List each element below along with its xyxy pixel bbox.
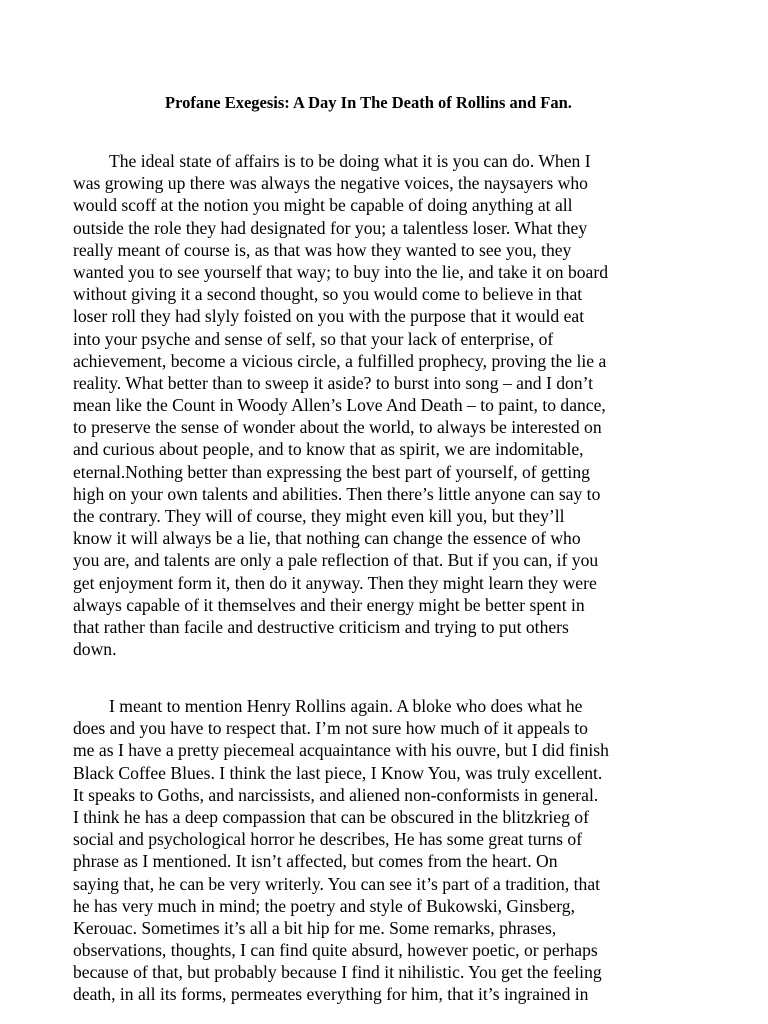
paragraph-line: down. [73, 639, 117, 660]
paragraph-line: mean like the Count in Woody Allen’s Love And Death – to paint, to dance, [73, 395, 606, 416]
paragraph-line: without giving it a second thought, so you would come to believe in that [73, 284, 583, 305]
paragraph-line: phrase as I mentioned. It isn’t affected, but comes from the heart. On [73, 851, 558, 872]
paragraph-line: does and you have to respect that. I’m not sure how much of it appeals to [73, 718, 588, 739]
paragraph-line: Black Coffee Blues. I think the last piece, I Know You, was truly excellent. [73, 762, 603, 783]
paragraph-line: social and psychological horror he describes, He has some great turns of [73, 829, 583, 850]
paragraph-line: wanted you to see yourself that way; to buy into the lie, and take it on board [73, 261, 609, 282]
paragraph-line: achievement, become a vicious circle, a fulfilled prophecy, proving the lie a [73, 350, 607, 371]
paragraph-line: get enjoyment form it, then do it anyway. Then they might learn they were [73, 572, 597, 593]
paragraph-line: really meant of course is, as that was how they wanted to see you, they [73, 239, 572, 260]
paragraph-1 [73, 150, 608, 660]
paragraph-line: saying that, he can be very writerly. You can see it’s part of a tradition, that [73, 873, 601, 894]
paragraph-line: outside the role they had designated for you; a talentless loser. What they [73, 217, 588, 238]
paragraph-line: reality. What better than to sweep it aside? to burst into song – and I don’t [73, 372, 594, 393]
paragraph-line: always capable of it themselves and their energy might be better spent in [73, 594, 585, 615]
paragraph-line: the contrary. They will of course, they might even kill you, but they’ll [73, 506, 565, 526]
paragraph-line: know it will always be a lie, that nothing can change the essence of who [73, 528, 581, 549]
paragraph-line: me as I have a pretty piecemeal acquaintance with his ouvre, but I did finish [73, 740, 609, 761]
paragraph-line: Kerouac. Sometimes it’s all a bit hip for me. Some remarks, phrases, [73, 917, 557, 938]
paragraph-line: observations, thoughts, I can find quite absurd, however poetic, or perhaps [73, 940, 598, 961]
paragraph-line: was growing up there was always the negative voices, the naysayers who [73, 173, 588, 194]
paragraph-line: into your psyche and sense of self, so that your lack of enterprise, of [73, 328, 554, 349]
paragraph-2 [73, 695, 609, 1006]
paragraph-line: to preserve the sense of wonder about the world, to always be interested on [73, 417, 602, 438]
paragraph-line: you are, and talents are only a pale reflection of that. But if you can, if you [73, 550, 599, 571]
paragraph-line: because of that, but probably because I find it nihilistic. You get the feeling [73, 962, 602, 983]
paragraph-line: loser roll they had slyly foisted on you with the purpose that it would eat [73, 306, 585, 327]
paragraph-line: eternal.Nothing better than expressing the best part of yourself, of getting [73, 461, 590, 482]
paragraph-line: The ideal state of affairs is to be doing what it is you can do. When I [109, 151, 591, 171]
document-title: Profane Exegesis: A Day In The Death of Rollins and Fan. [165, 93, 572, 112]
paragraph-line: that rather than facile and destructive criticism and trying to put others [73, 616, 569, 637]
paragraph-line: he has very much in mind; the poetry and style of Bukowski, Ginsberg, [73, 895, 575, 916]
paragraph-line: would scoff at the notion you might be capable of doing anything at all [73, 195, 573, 216]
paragraph-line: high on your own talents and abilities. Then there’s little anyone can say to [73, 483, 601, 504]
paragraph-line: It speaks to Goths, and narcissists, and aliened non-conformists in general. [73, 784, 599, 805]
paragraph-line: and curious about people, and to know that as spirit, we are indomitable, [73, 439, 584, 460]
paragraph-line: I think he has a deep compassion that can be obscured in the blitzkrieg of [73, 806, 589, 827]
paragraph-line: death, in all its forms, permeates everything for him, that it’s ingrained in [73, 984, 589, 1005]
paragraph-line: I meant to mention Henry Rollins again. A bloke who does what he [109, 696, 583, 716]
